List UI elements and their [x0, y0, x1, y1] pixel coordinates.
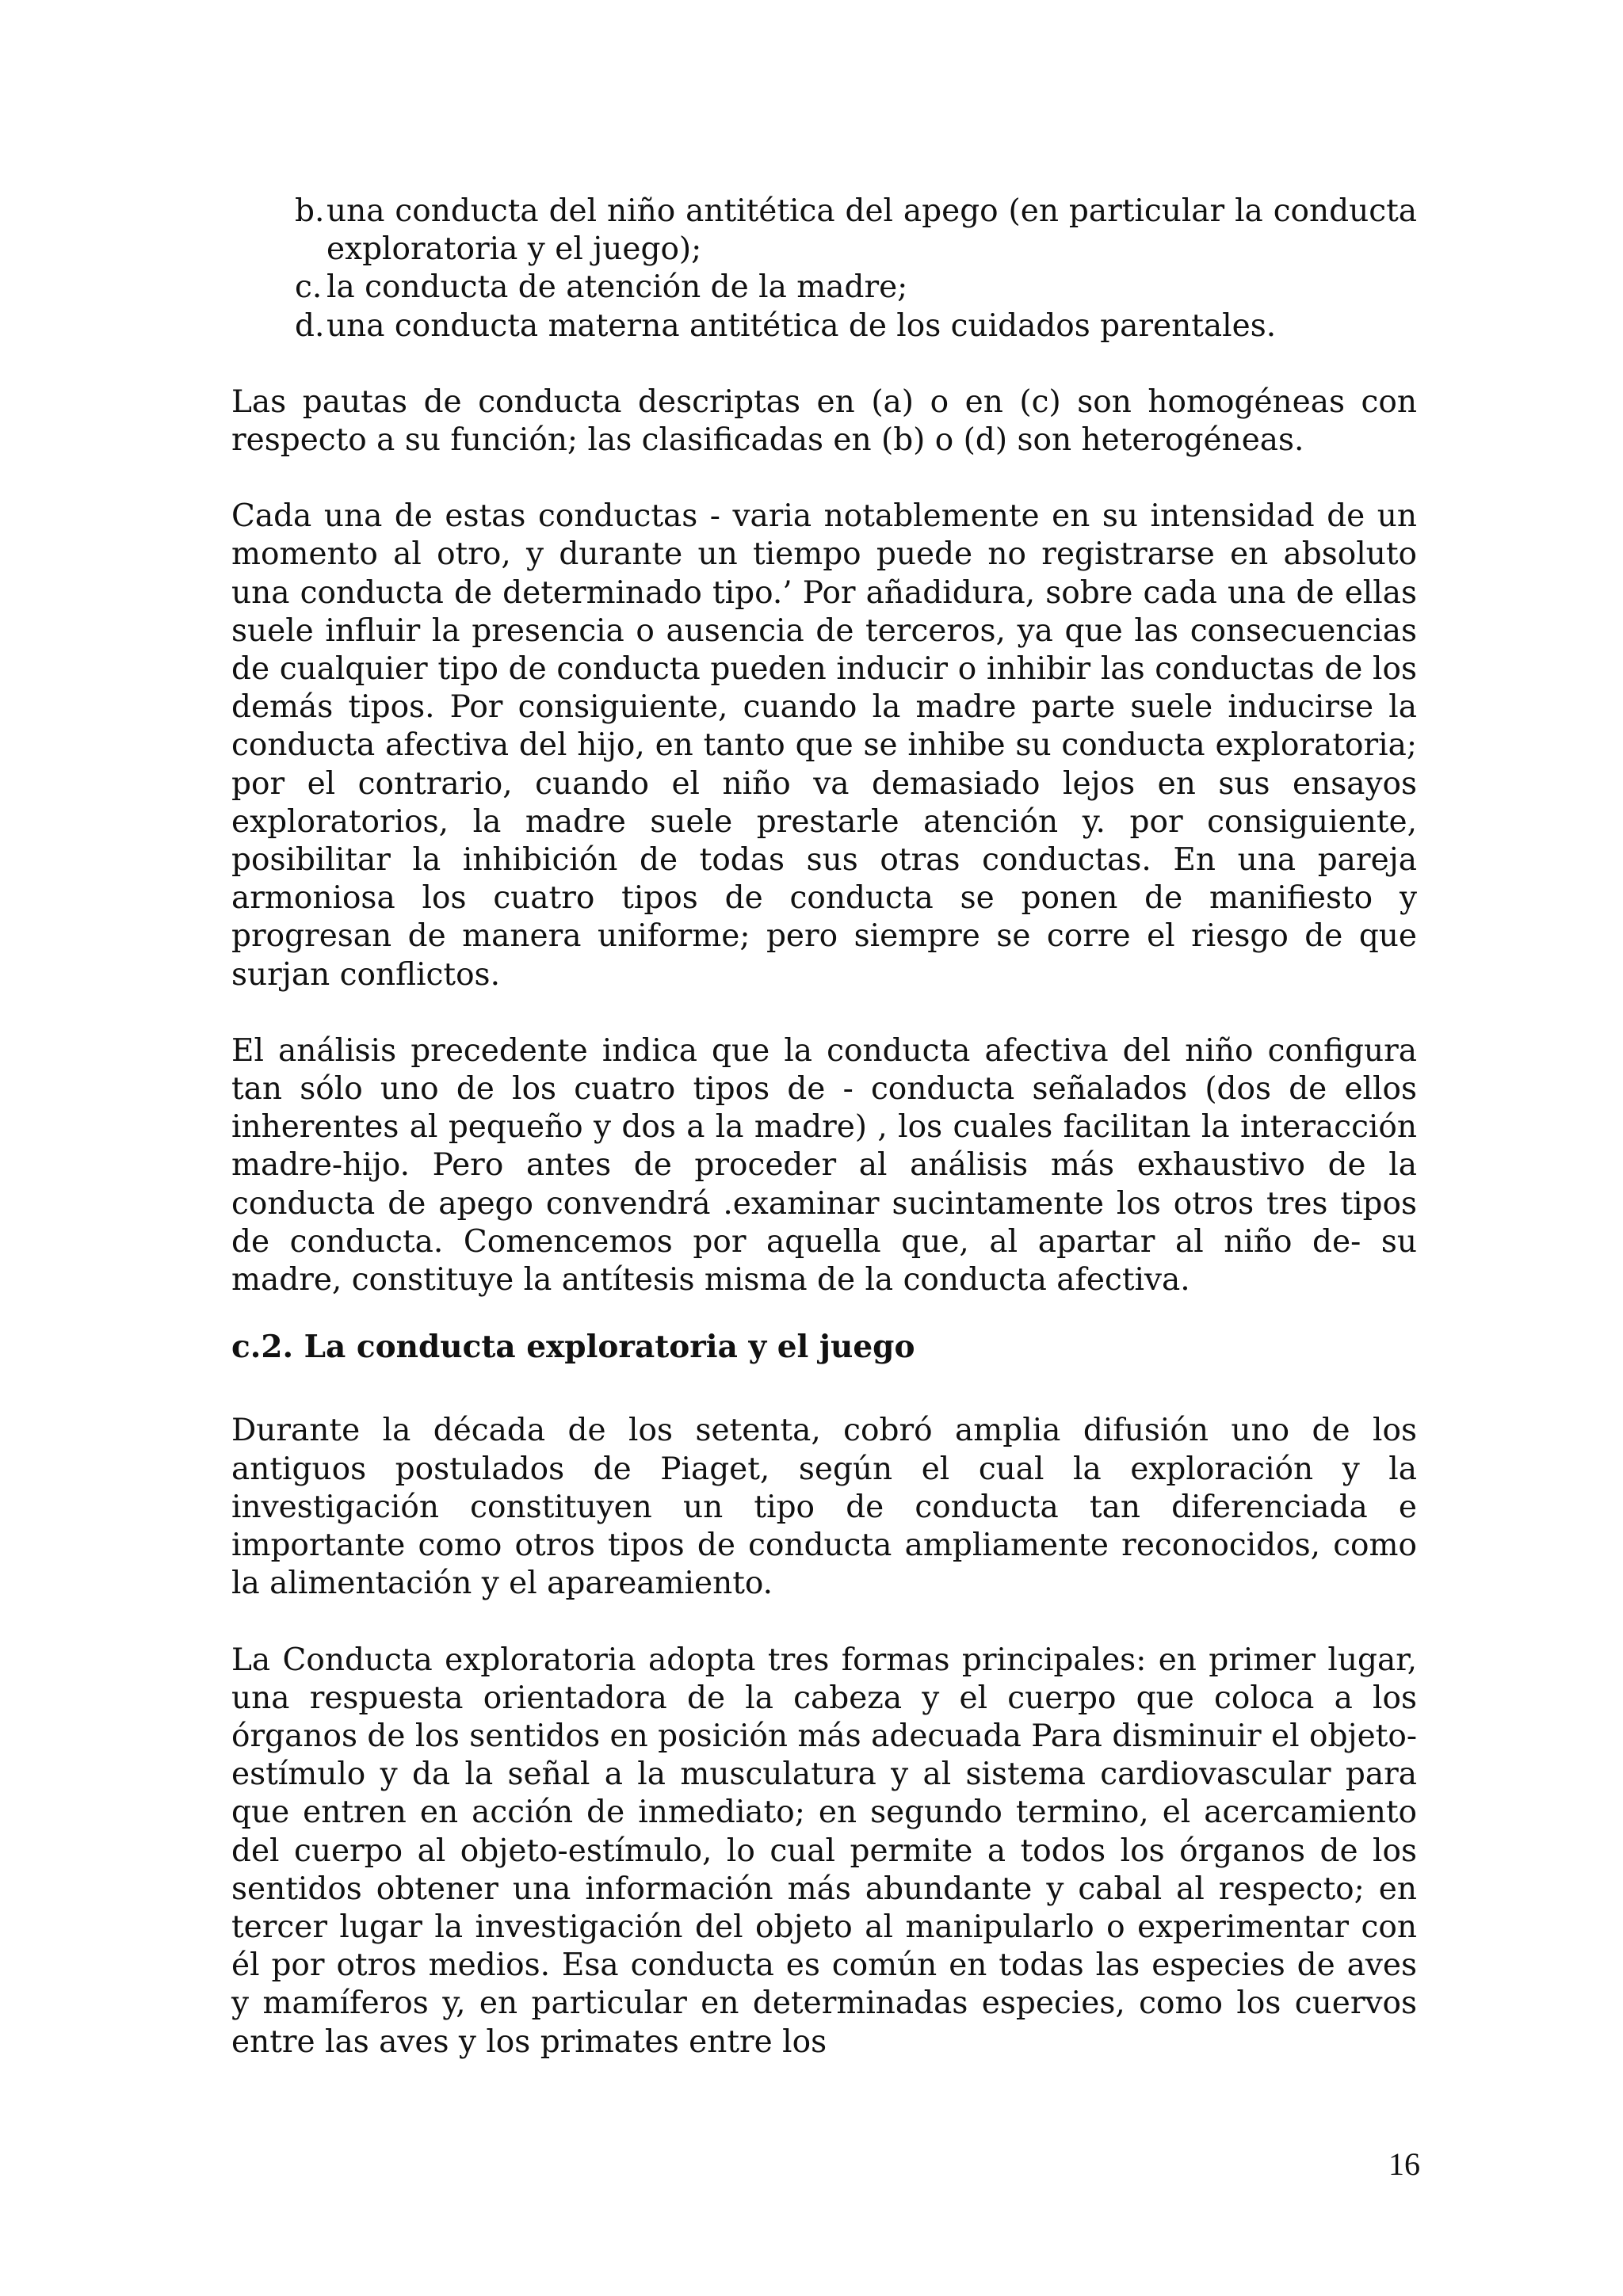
list-item	[295, 307, 1417, 345]
page-number: 16	[1388, 2146, 1420, 2182]
paragraph-piaget: Durante la década de los setenta, cobró amplia difusión uno de los antiguos postulados de Piaget, según el cual la exploración y la investigación constituyen un tipo de conducta tan diferenciada e importante como otros tipos de conducta ampliamente reconocidos, como la alimentación y el apareamiento.	[231, 1413, 1417, 1602]
page-body	[231, 193, 1417, 2061]
spacer	[231, 1366, 1417, 1412]
paragraph-analysis: El análisis precedente indica que la conducta afectiva del niño configura tan sólo uno de los cuatro tipos de - conducta señalados (dos de ellos inherentes al pequeño y dos a la madre) , los cuales facilitan la interacción madre-hijo. Pero antes de proceder al análisis más exhaustivo de la conducta de apego convendrá .examinar sucintamente los otros tres tipos de conducta. Comencemos por aquella que, al apartar al niño de- su madre, constituye la antítesis misma de la conducta afectiva.	[231, 1032, 1417, 1299]
list-item	[295, 193, 1417, 269]
lettered-list	[295, 193, 1417, 345]
spacer	[231, 345, 1417, 383]
list-item-text: una conducta del niño antitética del apego (en particular la conducta exploratoria y el juego);	[327, 193, 1417, 268]
list-marker: b.	[295, 193, 325, 229]
list-item	[295, 269, 1417, 307]
spacer	[231, 994, 1417, 1032]
spacer	[231, 1604, 1417, 1642]
spacer	[231, 460, 1417, 498]
spacer	[231, 1299, 1417, 1328]
paragraph-intensity: Cada una de estas conductas - varia notablemente en su intensidad de un momento al otro, y durante un tiempo puede no registrarse en absoluto una conducta de determinado tipo.’ Por añadidura, sobre cada una de ellas suele influir la presencia o ausencia de terceros, ya que las consecuencias de cualquier tipo de conducta pueden inducir o inhibir las conductas de los demás tipos. Por consiguiente, cuando la madre parte suele inducirse la conducta afectiva del hijo, en tanto que se inhibe su conducta exploratoria; por el contrario, cuando el niño va demasiado lejos en sus ensayos exploratorios, la madre suele prestarle atención y. por consiguiente, posibilitar la inhibición de todas sus otras conductas. En una pareja armoniosa los cuatro tipos de conducta se ponen de manifiesto y progresan de manera uniforme; pero siempre se corre el riesgo de que surjan conflictos.	[231, 498, 1417, 993]
paragraph-exploratory-forms: La Conducta exploratoria adopta tres formas principales: en primer lugar, una respuesta orientadora de la cabeza y el cuerpo que coloca a los órganos de los sentidos en posición más adecuada Para disminuir el objeto-estímulo y da la señal a la musculatura y al sistema cardiovascular para que entren en acción de inmediato; en segundo termino, el acercamiento del cuerpo al objeto-estímulo, lo cual permite a todos los órganos de los sentidos obtener una información más abundante y cabal al respecto; en tercer lugar la investigación del objeto al manipularlo o experimentar con él por otros medios. Esa conducta es común en todas las especies de aves y mamíferos y, en particular en determinadas especies, como los cuervos entre las aves y los primates entre los	[231, 1642, 1417, 2060]
list-marker: d.	[295, 307, 325, 344]
section-heading: c.2. La conducta exploratoria y el juego	[231, 1329, 915, 1366]
paragraph-homogeneity: Las pautas de conducta descriptas en (a) o en (c) son homogéneas con respecto a su función; las clasificadas en (b) o (d) son heterogéneas.	[231, 383, 1417, 459]
list-marker: c.	[295, 269, 323, 306]
list-item-text: la conducta de atención de la madre;	[327, 269, 908, 306]
list-item-text: una conducta materna antitética de los cuidados parentales.	[327, 307, 1277, 344]
